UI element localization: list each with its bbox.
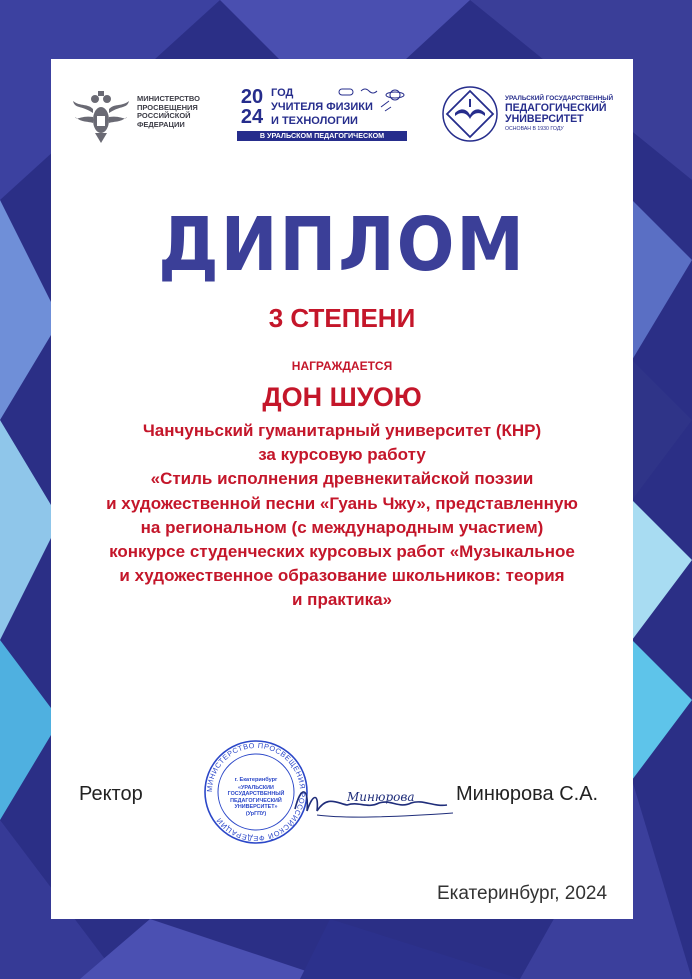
university-line3: УНИВЕРСИТЕТ <box>505 113 584 125</box>
handwritten-signature: Минюрова <box>347 790 415 804</box>
award-line: и художественной песни «Гуань Чжу», представленную <box>106 493 578 513</box>
awarded-label: НАГРАЖДАЕТСЯ <box>291 359 393 373</box>
year-logo-line1: ГОД <box>271 87 294 99</box>
diploma-degree: 3 СТЕПЕНИ <box>268 303 416 333</box>
university-founded: ОСНОВАН В 1930 ГОДУ <box>505 126 564 132</box>
signatory-name: Минюрова С.А. <box>456 783 599 805</box>
award-line: конкурсе студенческих курсовых работ «Музыкальное <box>109 542 575 562</box>
award-line: и художественное образование школьников: теория <box>119 566 565 586</box>
rector-signature <box>287 775 457 825</box>
stamp-outer-text: МИНИСТЕРСТВО ПРОСВЕЩЕНИЯ РОССИЙСКОЙ ФЕДЕРАЦИИ <box>204 740 308 844</box>
eagle-emblem-icon <box>71 87 131 147</box>
award-description <box>71 419 613 613</box>
physics-doodle-icon <box>337 85 407 115</box>
university-line1: УРАЛЬСКИЙ ГОСУДАРСТВЕННЫЙ <box>505 95 614 102</box>
year-logo-line3: И ТЕХНОЛОГИИ <box>271 115 358 127</box>
university-emblem-icon <box>441 85 499 143</box>
ministry-name: МИНИСТЕРСТВО ПРОСВЕЩЕНИЯ РОССИЙСКОЙ ФЕДЕРАЦИИ <box>137 94 200 129</box>
stamp-inner-text: «УРАЛЬСКИЙ ГОСУДАРСТВЕННЫЙ ПЕДАГОГИЧЕСКИЙ УНИВЕРСИТЕТ» (УрГПУ) <box>227 785 285 817</box>
year-logo-banner: В УРАЛЬСКОМ ПЕДАГОГИЧЕСКОМ <box>237 131 407 141</box>
award-line: Чанчуньский гуманитарный университет (КНР) <box>142 421 542 440</box>
award-line: и практика» <box>292 590 392 610</box>
year-top: 20 <box>240 86 264 108</box>
svg-text:г. Екатеринбург <box>235 776 278 783</box>
award-line: за курсовую работу <box>258 445 426 465</box>
signatory-role: Ректор <box>79 783 143 805</box>
university-logo <box>441 85 621 149</box>
stamp-city: г. Екатеринбург <box>234 777 278 783</box>
ministry-logo <box>71 87 221 147</box>
university-line2: ПЕДАГОГИЧЕСКИЙ <box>505 102 607 114</box>
year-bottom: 24 <box>240 106 264 128</box>
year-logo-line2: УЧИТЕЛЯ ФИЗИКИ <box>271 101 373 113</box>
award-line: на региональном (с международным участием) <box>140 517 544 537</box>
year-of-teacher-logo <box>237 83 413 143</box>
award-line: «Стиль исполнения древнекитайской поэзии <box>150 469 534 489</box>
city-year: Екатеринбург, 2024 <box>437 883 608 904</box>
diploma-sheet <box>51 59 633 919</box>
recipient-name: ДОН ШУОЮ <box>262 382 422 412</box>
university-name <box>505 95 625 133</box>
diploma-title: ДИПЛОМ <box>158 202 526 288</box>
